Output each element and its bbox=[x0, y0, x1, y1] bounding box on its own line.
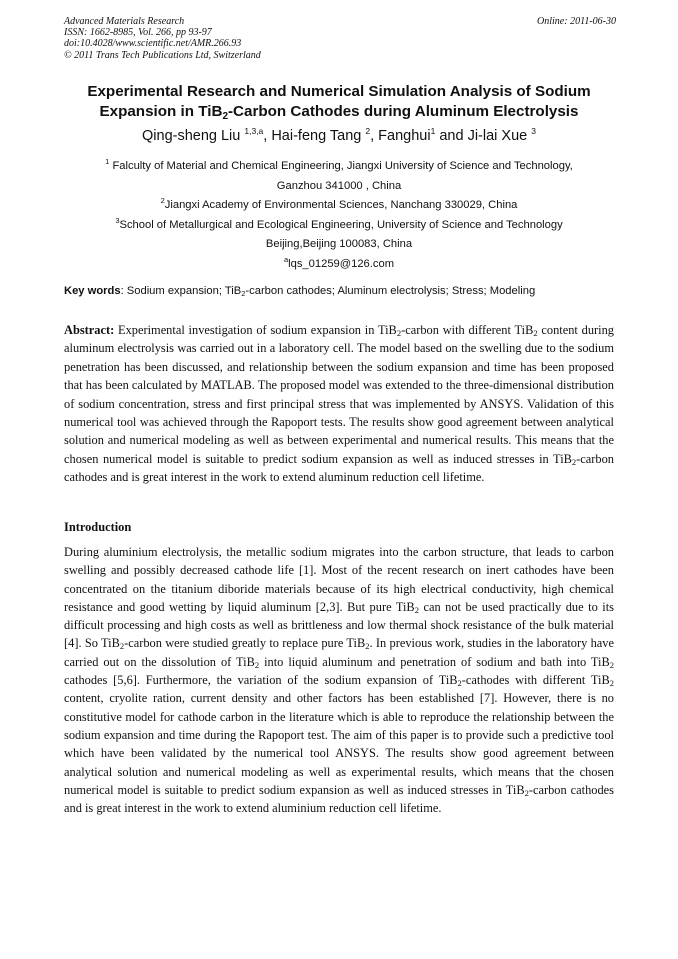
intro-text: -carbon were studied greatly to replace pure TiB bbox=[124, 636, 366, 651]
abstract-subscript: 2 bbox=[571, 456, 577, 467]
affiliation-text: Falculty of Material and Chemical Engineering, Jiangxi University of Science and Technology, bbox=[109, 160, 573, 172]
title-line-1: Experimental Research and Numerical Simulation Analysis of Sodium bbox=[87, 83, 591, 100]
author-superscript: 1,3,a bbox=[244, 126, 264, 136]
journal-copyright: © 2011 Trans Tech Publications Ltd, Switzerland bbox=[64, 49, 261, 61]
title-subscript: 2 bbox=[222, 111, 228, 122]
intro-text: . In previous work, studies in the laboratory have carried out on the dissolution of TiB bbox=[64, 636, 614, 669]
author-name: Qing-sheng Liu bbox=[142, 128, 245, 144]
author-email[interactable] bbox=[56, 255, 622, 275]
intro-text: -cathodes with different TiB bbox=[461, 673, 610, 688]
intro-text: -carbon cathodes and is great interest in the work to extend aluminium reduction cell lifetime. bbox=[64, 782, 614, 816]
intro-subscript: 2 bbox=[609, 678, 615, 689]
author-list bbox=[40, 127, 638, 145]
keywords bbox=[64, 284, 624, 298]
intro-text: can not be used practically due to its difficult processing and high costs as well as brittleness and low thermal shock resistance of the bulk material [4]. So TiB bbox=[64, 599, 614, 651]
intro-subscript: 2 bbox=[457, 678, 462, 689]
email-superscript: a bbox=[283, 254, 289, 264]
keywords-text: : Sodium expansion; TiB bbox=[120, 285, 242, 297]
title-line-2 bbox=[40, 102, 638, 122]
affiliation-2 bbox=[56, 196, 622, 216]
keywords-text: -carbon cathodes; Aluminum electrolysis; Stress; Modeling bbox=[245, 285, 536, 297]
affiliation-3 bbox=[56, 216, 622, 236]
author-name: , Hai-feng Tang bbox=[263, 128, 366, 144]
intro-text: cathodes [5,6]. Furthermore, the variation of the sodium expansion of TiB bbox=[64, 673, 458, 688]
title-text: Expansion in TiB bbox=[99, 103, 223, 120]
email-address[interactable]: lqs_01259@126.com bbox=[288, 257, 395, 270]
author-name: , Fanghui bbox=[370, 128, 431, 144]
affiliation-text: Jiangxi Academy of Environmental Sciences, Nanchang 330029, China bbox=[164, 199, 518, 212]
author-superscript: 1 bbox=[430, 126, 436, 136]
intro-subscript: 2 bbox=[524, 787, 529, 798]
abstract-text: content during aluminum electrolysis was carried out in a laboratory cell. The model based on the swelling due to the sodium penetration has been discussed, and relationship between the sodium expansion and time has been proposed that has been calculated by MATLAB. The proposed model was extended to the three-dimensional distribution of sodium concentration, stress and first principal stress that was implemented by ANSYS. Validation of this numerical tool was achieved through the Rapoport tests. The results show good agreement between analytical solution and numerical modeling as well as between experimental and numerical results. This means that the chosen numerical model is suitable to predict sodium expansion as well as induced stresses in TiB bbox=[64, 323, 614, 466]
affiliation-3-city: Beijing,Beijing 100083, China bbox=[265, 238, 413, 251]
abstract-text: Experimental investigation of sodium expansion in TiB bbox=[114, 323, 397, 337]
abstract-text: -carbon with different TiB bbox=[401, 323, 534, 337]
journal-doi: doi:10.4028/www.scientific.net/AMR.266.93 bbox=[64, 38, 242, 50]
abstract-paragraph bbox=[64, 321, 614, 487]
paper-title bbox=[40, 82, 638, 122]
introduction-paragraph bbox=[64, 543, 614, 817]
affiliation-superscript: 2 bbox=[160, 196, 165, 206]
online-date: Online: 2011-06-30 bbox=[537, 16, 616, 27]
author-name: and Ji-lai Xue bbox=[435, 128, 532, 144]
intro-subscript: 2 bbox=[609, 659, 615, 670]
affiliation-text: School of Metallurgical and Ecological Engineering, University of Science and Technology bbox=[119, 218, 563, 231]
journal-issn: ISSN: 1662-8985, Vol. 266, pp 93-97 bbox=[64, 27, 212, 39]
affiliation-1-city: Ganzhou 341000 , China bbox=[276, 179, 402, 192]
intro-subscript: 2 bbox=[119, 641, 125, 652]
title-text: -Carbon Cathodes during Aluminum Electrolysis bbox=[228, 103, 579, 120]
affiliation-superscript: 1 bbox=[105, 157, 110, 166]
intro-subscript: 2 bbox=[414, 604, 419, 615]
abstract-subscript: 2 bbox=[533, 328, 538, 338]
journal-header bbox=[64, 16, 616, 61]
author-superscript: 2 bbox=[365, 126, 371, 136]
abstract-text: -carbon cathodes and is great interest in the work to extend aluminum reduction cell lifetime. bbox=[64, 451, 614, 485]
journal-name: Advanced Materials Research bbox=[64, 16, 185, 27]
introduction-heading: Introduction bbox=[64, 520, 132, 534]
keywords-label: Key words bbox=[64, 285, 121, 297]
keywords-subscript: 2 bbox=[241, 289, 246, 298]
abstract-label: Abstract: bbox=[64, 323, 115, 337]
affiliations bbox=[56, 157, 622, 275]
intro-text: During aluminium electrolysis, the metallic sodium migrates into the carbon structure, that leads to carbon swelling and possibly decreased cathode life [1]. Most of the recent research on inert cathodes have been concentrated on the titanium diboride materials because of its high electrical conductivity, high chemical resistance and good wetting by liquid aluminum [2,3]. But pure TiB bbox=[64, 545, 614, 614]
affiliation-superscript: 3 bbox=[115, 215, 120, 225]
intro-text: into liquid aluminum and penetration of sodium and bath into TiB bbox=[259, 654, 610, 669]
affiliation-1 bbox=[56, 157, 622, 177]
intro-text: content, cryolite ration, current density and other factors has been established [7]. However, there is no constitutive model for cathode carbon in the literature which is able to reproduce the relationship between the sodium expansion and time during the Rapoport test. The aim of this paper is to provide such a predictive tool which have been validated by the numerical tool ANSYS. The results show good agreement between analytical solution and numerical modeling as well as experimental results, which means that the chosen numerical model is suitable to predict sodium expansion as well as induced stresses in TiB bbox=[64, 691, 614, 797]
abstract-subscript: 2 bbox=[396, 328, 402, 338]
intro-subscript: 2 bbox=[365, 641, 370, 652]
intro-subscript: 2 bbox=[254, 659, 260, 670]
author-superscript: 3 bbox=[531, 126, 536, 136]
